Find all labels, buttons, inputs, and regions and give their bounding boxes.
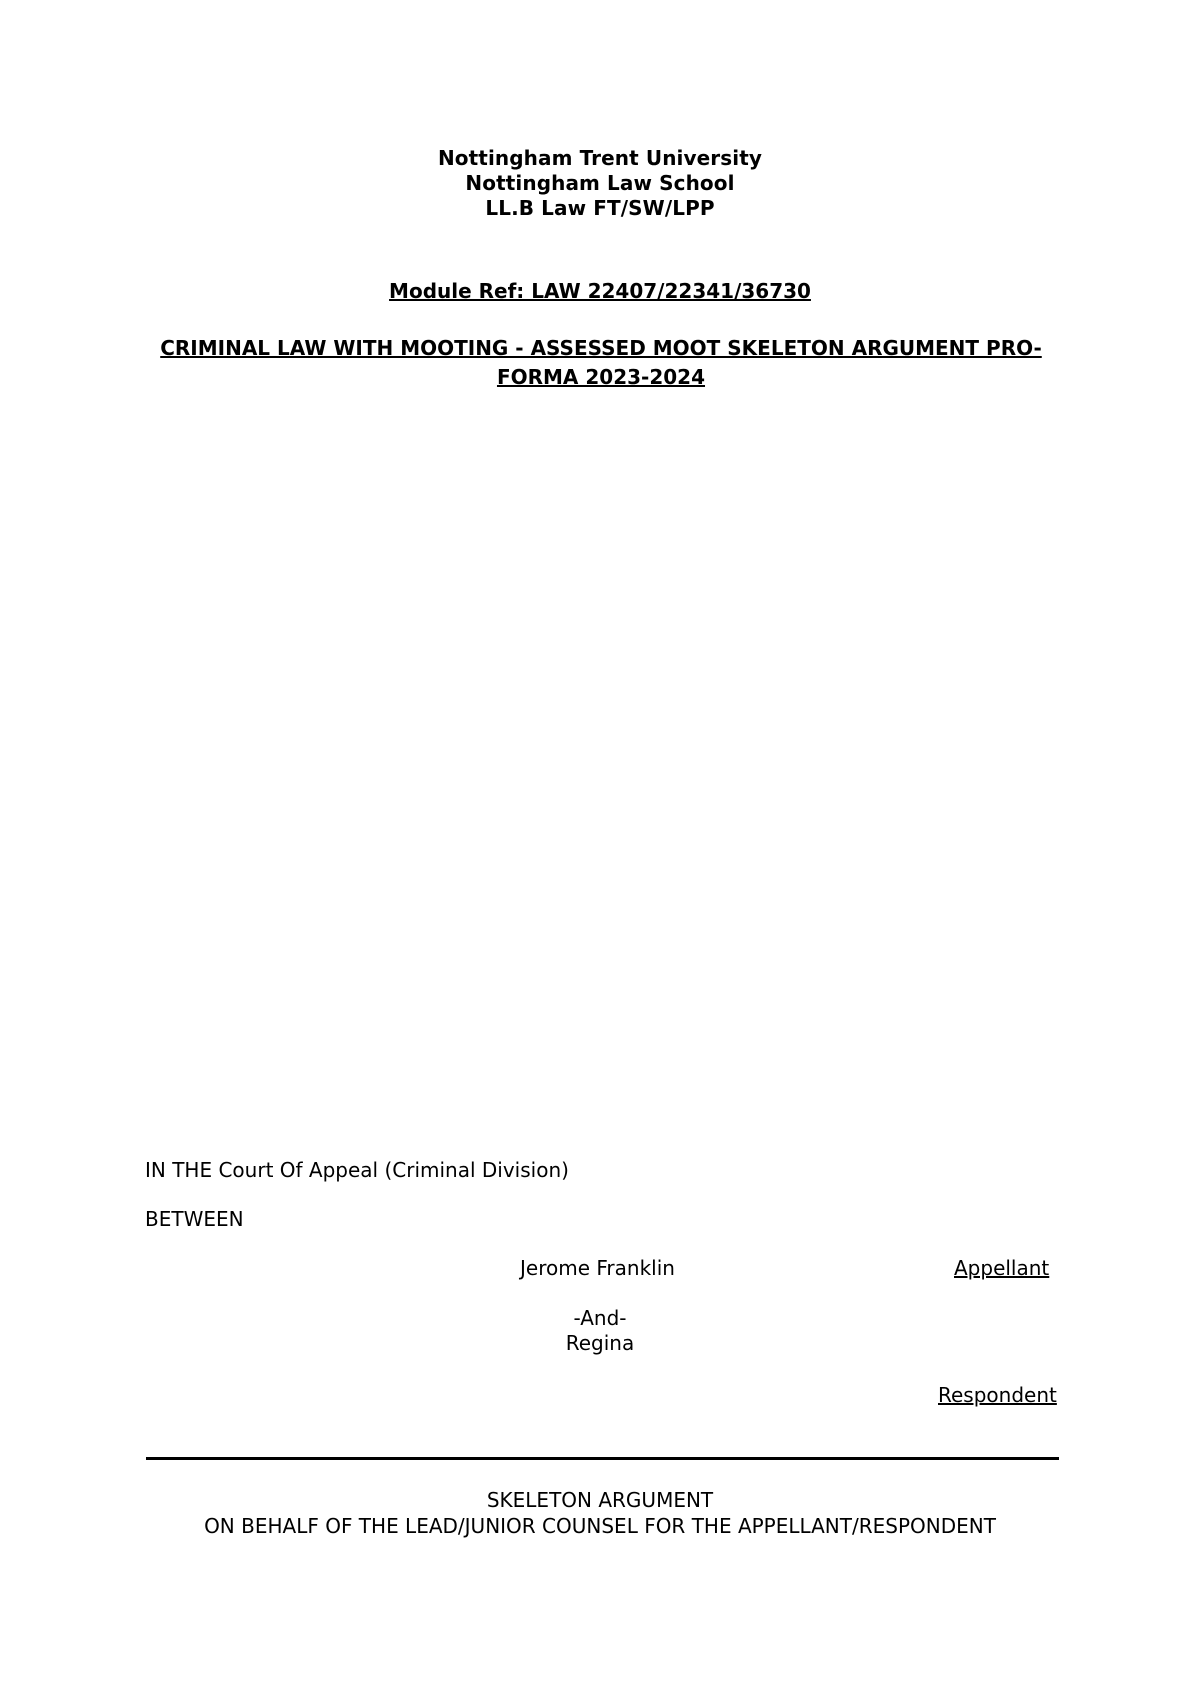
university-name: Nottingham Trent University <box>437 146 763 170</box>
school-name: Nottingham Law School <box>465 171 735 195</box>
document-title: CRIMINAL LAW WITH MOOTING - ASSESSED MOOT SKELETON ARGUMENT PRO-FORMA 2023-2024 <box>160 336 1042 389</box>
court-name: IN THE Court Of Appeal (Criminal Division) <box>145 1158 569 1182</box>
skeleton-argument-title: SKELETON ARGUMENT <box>486 1488 714 1512</box>
appellant-role: Appellant <box>954 1256 1050 1280</box>
appellant-name: Jerome Franklin <box>520 1256 675 1280</box>
and-separator: -And- <box>573 1306 627 1330</box>
between-label: BETWEEN <box>145 1207 244 1231</box>
respondent-name: Regina <box>565 1331 635 1355</box>
skeleton-argument-subtitle: ON BEHALF OF THE LEAD/JUNIOR COUNSEL FOR THE APPELLANT/RESPONDENT <box>204 1514 996 1538</box>
programme-name: LL.B Law FT/SW/LPP <box>485 196 715 220</box>
respondent-role: Respondent <box>938 1383 1057 1407</box>
horizontal-rule <box>146 1457 1059 1460</box>
document-header <box>0 146 1200 221</box>
module-reference: Module Ref: LAW 22407/22341/36730 <box>389 279 811 303</box>
